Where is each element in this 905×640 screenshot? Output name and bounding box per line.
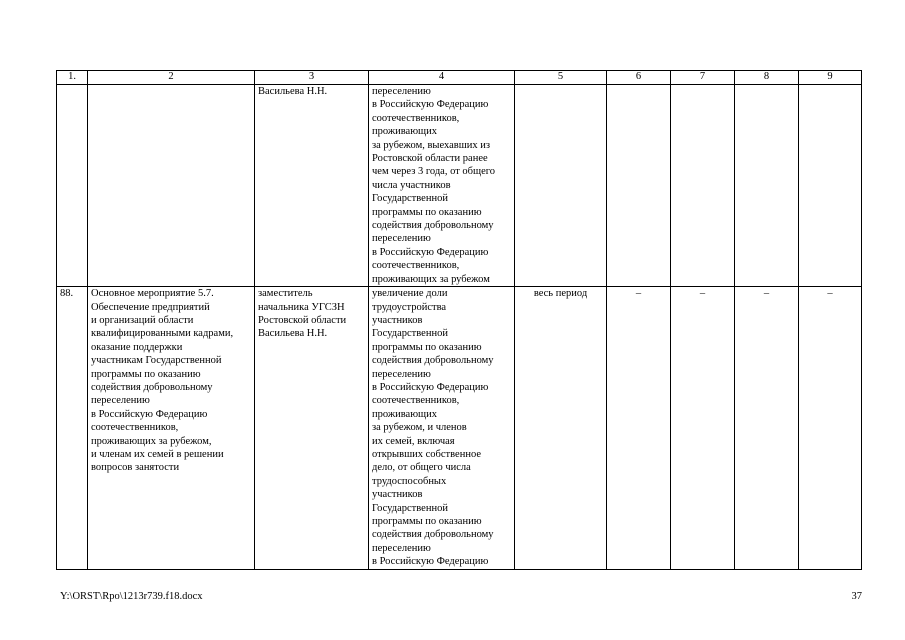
period-cell — [515, 85, 607, 287]
col6-cell — [607, 85, 671, 287]
header-cell-4: 4 — [369, 71, 515, 85]
row-number — [57, 85, 88, 287]
file-path: Y:\ORST\Rpo\1213r739.f18.docx — [60, 591, 203, 602]
header-cell-9: 9 — [799, 71, 862, 85]
header-cell-2: 2 — [88, 71, 255, 85]
header-cell-3: 3 — [255, 71, 369, 85]
table-row — [57, 287, 862, 570]
col9-cell — [799, 85, 862, 287]
event-cell: Основное мероприятие 5.7. Обеспечение предприятий и организаций области квалифицированными кадрами, оказание поддержки участникам Государственной программы по оказанию содействия добровольному переселению в Российскую Федерацию соотечественников, проживающих за рубежом, и членам их семей в решении вопросов занятости — [88, 287, 255, 570]
col7-cell — [671, 85, 735, 287]
header-cell-6: 6 — [607, 71, 671, 85]
indicator-cell: переселению в Российскую Федерацию соотечественников, проживающих за рубежом, выехавших из Ростовской области ранее чем через 3 года, от общего числа участников Государственной программы по оказанию содействия добровольному переселению в Российскую Федерацию соотечественников, проживающих за рубежом — [369, 85, 515, 287]
program-table — [56, 70, 862, 570]
indicator-cell: увеличение доли трудоустройства участников Государственной программы по оказанию содействия добровольному переселению в Российскую Федерацию соотечественников, проживающих за рубежом, и членов их семей, включая открывших собственное дело, от общего числа трудоспособных участников Государственной программы по оказанию содействия добровольному переселению в Российскую Федерацию — [369, 287, 515, 570]
period-cell: весь период — [515, 287, 607, 570]
header-cell-1: 1. — [57, 71, 88, 85]
row-number: 88. — [57, 287, 88, 570]
col9-cell: – — [799, 287, 862, 570]
col7-cell: – — [671, 287, 735, 570]
header-cell-8: 8 — [735, 71, 799, 85]
header-cell-5: 5 — [515, 71, 607, 85]
page-number: 37 — [851, 591, 862, 602]
col6-cell: – — [607, 287, 671, 570]
responsible-cell: заместитель начальника УГСЗН Ростовской области Васильева Н.Н. — [255, 287, 369, 570]
responsible-cell: Васильева Н.Н. — [255, 85, 369, 287]
table-row — [57, 85, 862, 287]
event-cell — [88, 85, 255, 287]
col8-cell: – — [735, 287, 799, 570]
col8-cell — [735, 85, 799, 287]
header-cell-7: 7 — [671, 71, 735, 85]
header-row — [57, 71, 862, 85]
